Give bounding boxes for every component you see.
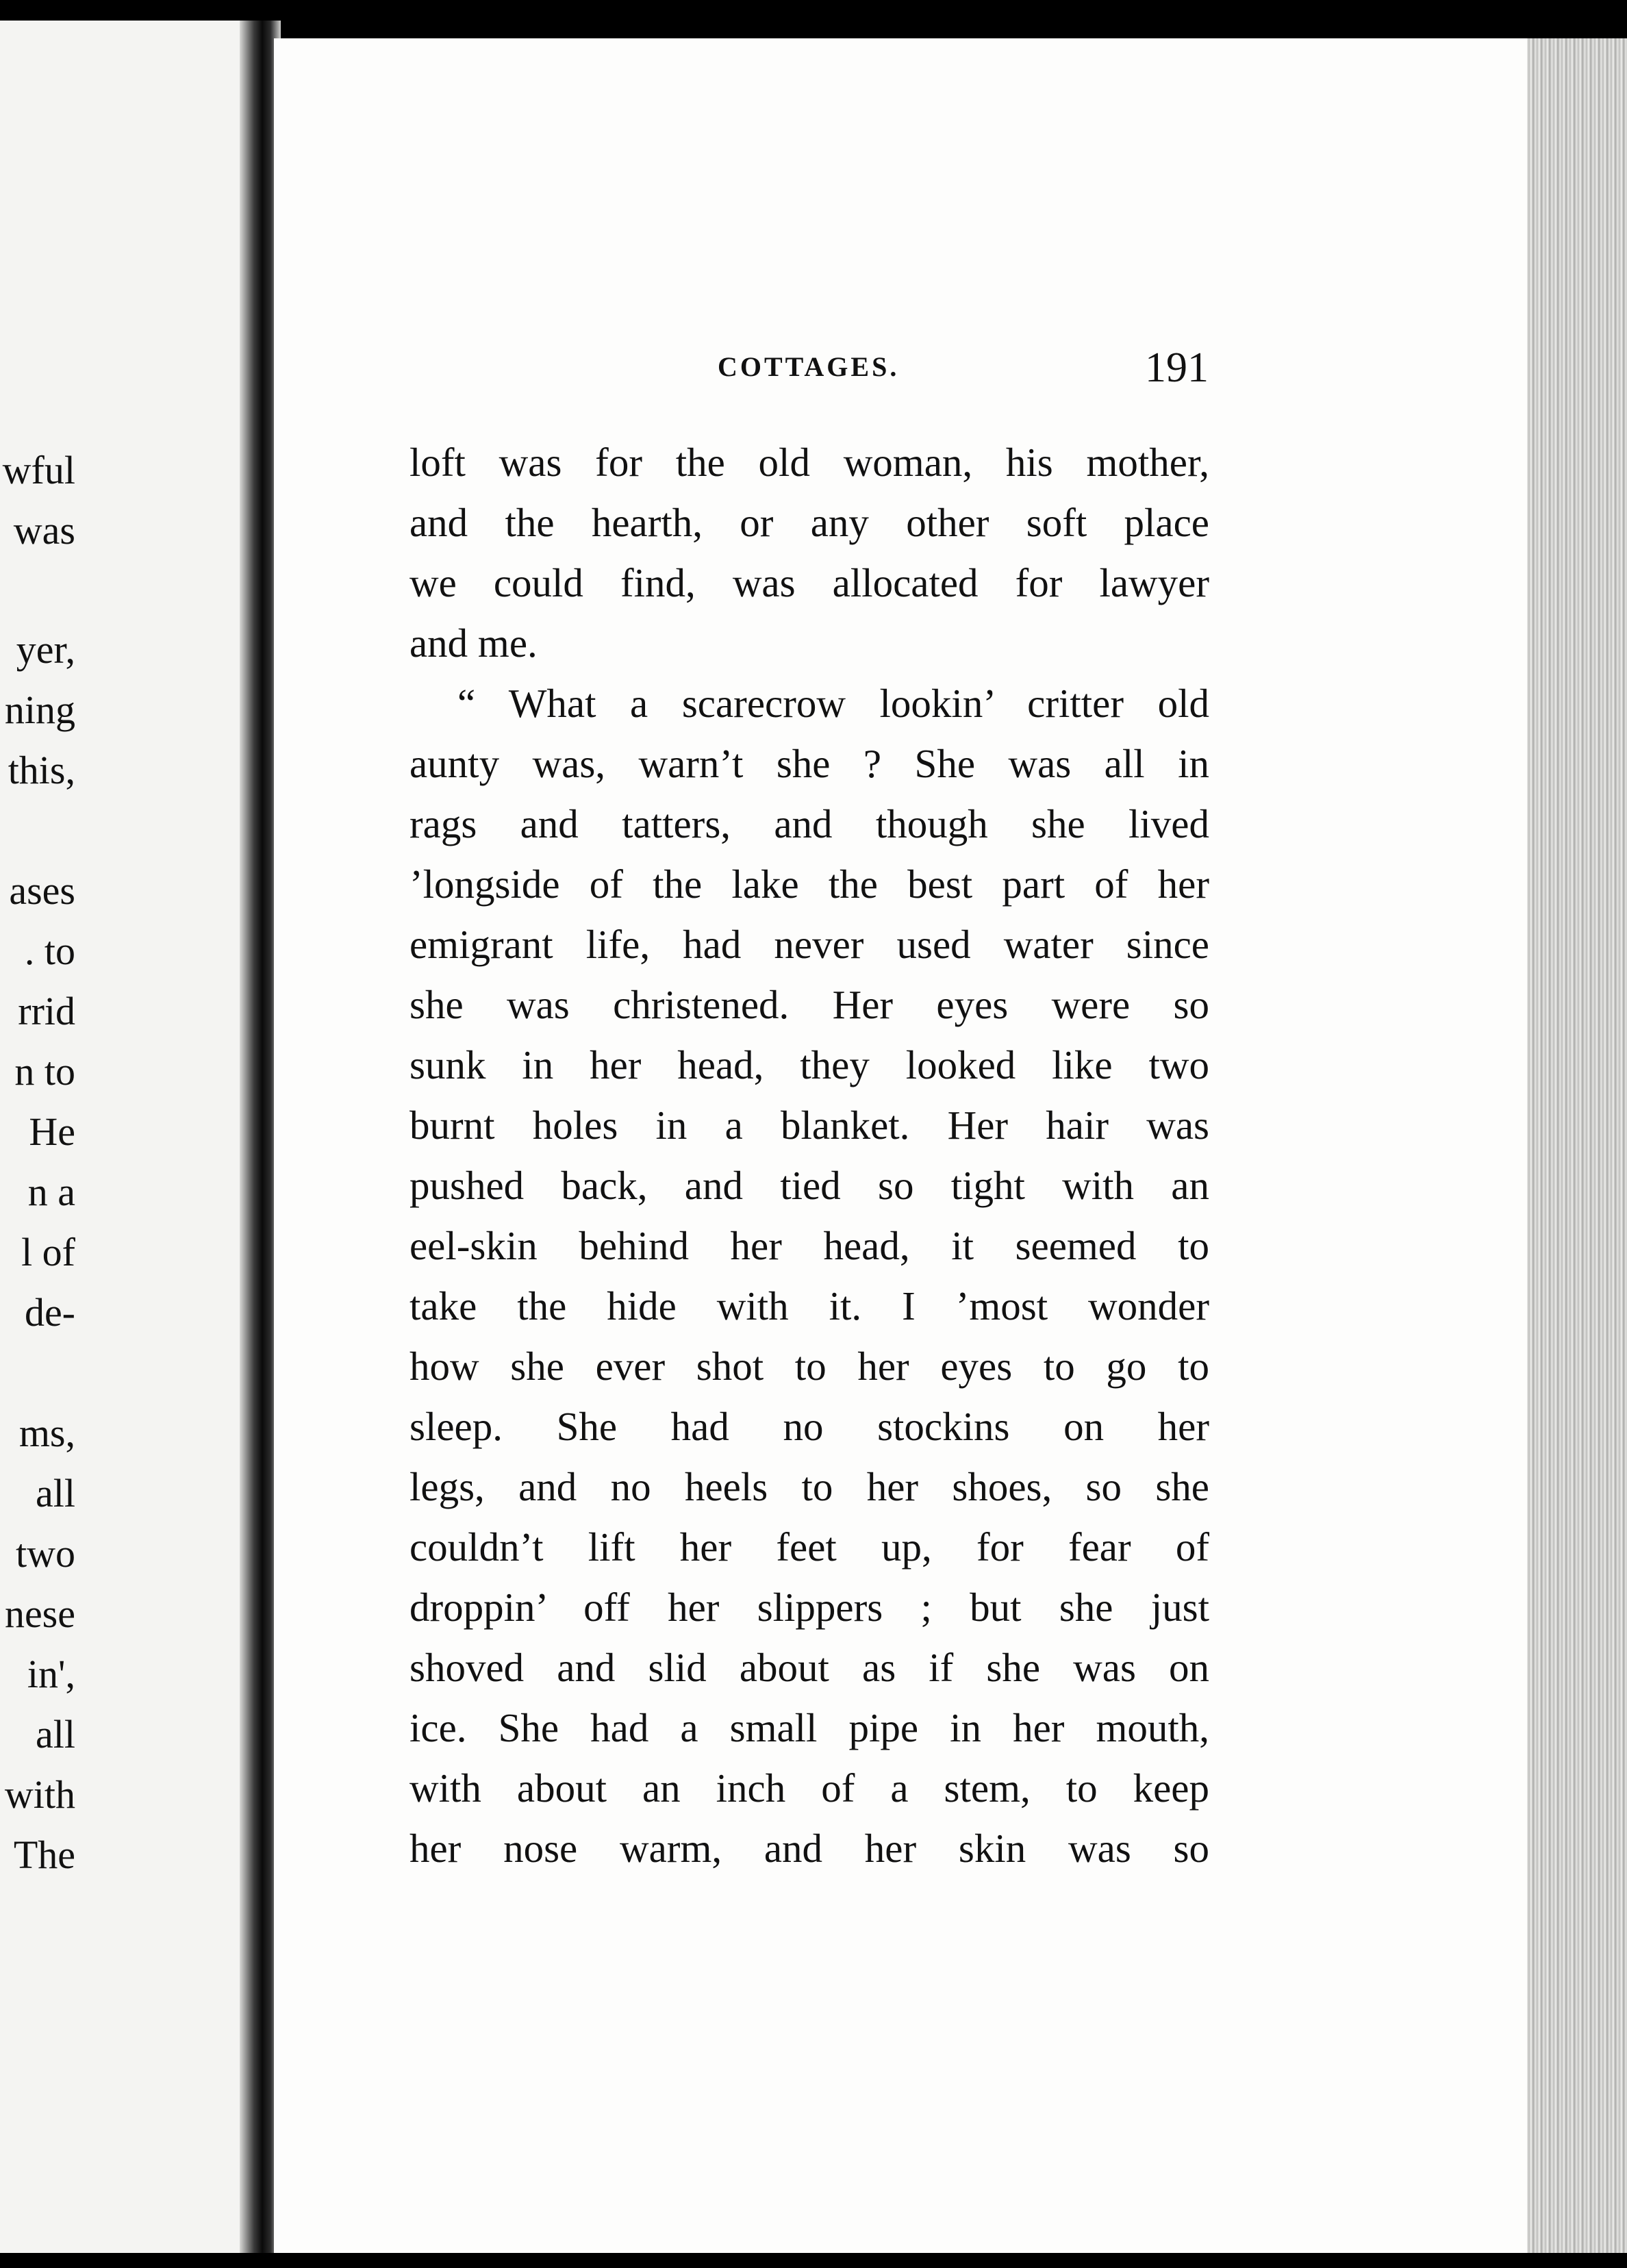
left-line: rrid	[18, 989, 75, 1033]
text-line: eel-skin behind her head, it seemed to	[409, 1223, 1209, 1268]
left-line: He	[29, 1109, 75, 1154]
running-head: COTTAGES.	[718, 351, 900, 382]
left-line: with	[4, 1772, 75, 1817]
left-page-text	[0, 21, 253, 2253]
text-line: sunk in her head, they looked like two	[409, 1042, 1209, 1087]
text-line: ’longside of the lake the best part of her	[409, 861, 1209, 907]
page-edges	[1527, 38, 1627, 2254]
scan-border	[0, 2253, 1627, 2268]
text-line: we could find, was allocated for lawyer	[409, 560, 1209, 605]
text-line: couldn’t lift her feet up, for fear of	[409, 1524, 1209, 1570]
left-line: yer,	[16, 627, 75, 672]
text-line: sleep. She had no stockins on her	[409, 1404, 1209, 1449]
left-line: de-	[24, 1290, 75, 1335]
left-line: this,	[8, 748, 75, 792]
left-line: . to	[24, 929, 75, 973]
left-line: in',	[27, 1652, 75, 1696]
left-line: n a	[27, 1170, 75, 1214]
text-line: shoved and slid about as if she was on	[409, 1645, 1209, 1690]
left-line: ning	[4, 688, 75, 732]
text-line: “ What a scarecrow lookin’ critter old	[457, 681, 1209, 726]
text-line: her nose warm, and her skin was so	[409, 1826, 1209, 1871]
text-line: how she ever shot to her eyes to go to	[409, 1344, 1209, 1389]
text-line: she was christened. Her eyes were so	[409, 982, 1209, 1027]
left-facing-page	[0, 21, 253, 2253]
text-line: and the hearth, or any other soft place	[409, 500, 1209, 545]
left-line: l of	[21, 1230, 75, 1274]
text-line: emigrant life, had never used water since	[409, 922, 1209, 967]
text-line: take the hide with it. I ’most wonder	[409, 1283, 1209, 1328]
text-line: loft was for the old woman, his mother,	[409, 440, 1209, 485]
left-line: The	[13, 1832, 75, 1877]
left-line: was	[13, 508, 75, 553]
text-line: with about an inch of a stem, to keep	[409, 1765, 1209, 1811]
page-number: 191	[1145, 344, 1209, 391]
left-line: wful	[2, 448, 75, 492]
text-line: ice. She had a small pipe in her mouth,	[409, 1705, 1209, 1750]
left-line: all	[36, 1712, 75, 1756]
left-line: n to	[14, 1049, 75, 1094]
left-line: nese	[4, 1591, 75, 1636]
text-line: aunty was, warn’t she ? She was all in	[409, 741, 1209, 786]
text-line: droppin’ off her slippers ; but she just	[409, 1585, 1209, 1630]
left-line: ases	[9, 868, 75, 913]
text-line: pushed back, and tied so tight with an	[409, 1163, 1209, 1208]
text-line: rags and tatters, and though she lived	[409, 801, 1209, 846]
text-line: burnt holes in a blanket. Her hair was	[409, 1102, 1209, 1148]
text-line: and me.	[409, 620, 538, 666]
text-line: legs, and no heels to her shoes, so she	[409, 1464, 1209, 1509]
left-line: ms,	[18, 1411, 75, 1455]
left-line: two	[16, 1531, 75, 1576]
left-line: all	[36, 1471, 75, 1515]
